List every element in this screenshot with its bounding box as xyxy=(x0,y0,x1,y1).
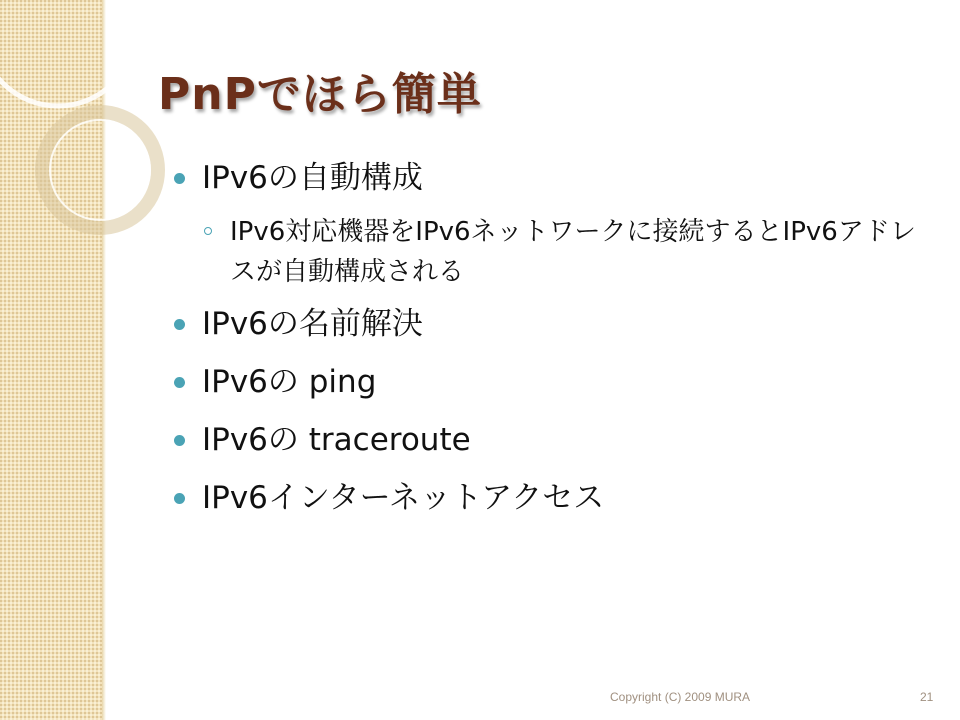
bullet-text: IPv6の名前解決 xyxy=(202,306,423,342)
bullet-text: IPv6の ping xyxy=(202,364,377,400)
sub-bullet-text: IPv6対応機器をIPv6ネットワークに接続するとIPv6アドレスが自動構成される xyxy=(230,217,916,287)
sub-bullet-item xyxy=(202,212,920,292)
bullet-item xyxy=(172,478,932,518)
bullet-dot-icon xyxy=(174,435,185,446)
sub-bullet-ring-icon xyxy=(204,227,212,235)
bullet-item xyxy=(172,304,932,344)
bullet-dot-icon xyxy=(174,493,185,504)
bullet-list xyxy=(172,158,932,536)
bullet-item xyxy=(172,420,932,460)
slide-title: PnPでほら簡単 xyxy=(158,69,482,120)
bullet-dot-icon xyxy=(174,377,185,388)
footer-copyright: Copyright (C) 2009 MURA xyxy=(610,690,751,704)
bullet-dot-icon xyxy=(174,173,185,184)
decorative-circles xyxy=(0,0,200,260)
decorative-circle-large xyxy=(0,0,136,106)
bullet-dot-icon xyxy=(174,319,185,330)
bullet-text: IPv6インターネットアクセス xyxy=(202,480,605,516)
decorative-circle-ring xyxy=(42,112,158,228)
bullet-text: IPv6の traceroute xyxy=(202,422,471,458)
bullet-item xyxy=(172,362,932,402)
decorative-circle-inner xyxy=(50,120,150,220)
bullet-text: IPv6の自動構成 xyxy=(202,160,423,196)
footer-page-number: 21 xyxy=(920,690,934,704)
bullet-item xyxy=(172,158,932,198)
